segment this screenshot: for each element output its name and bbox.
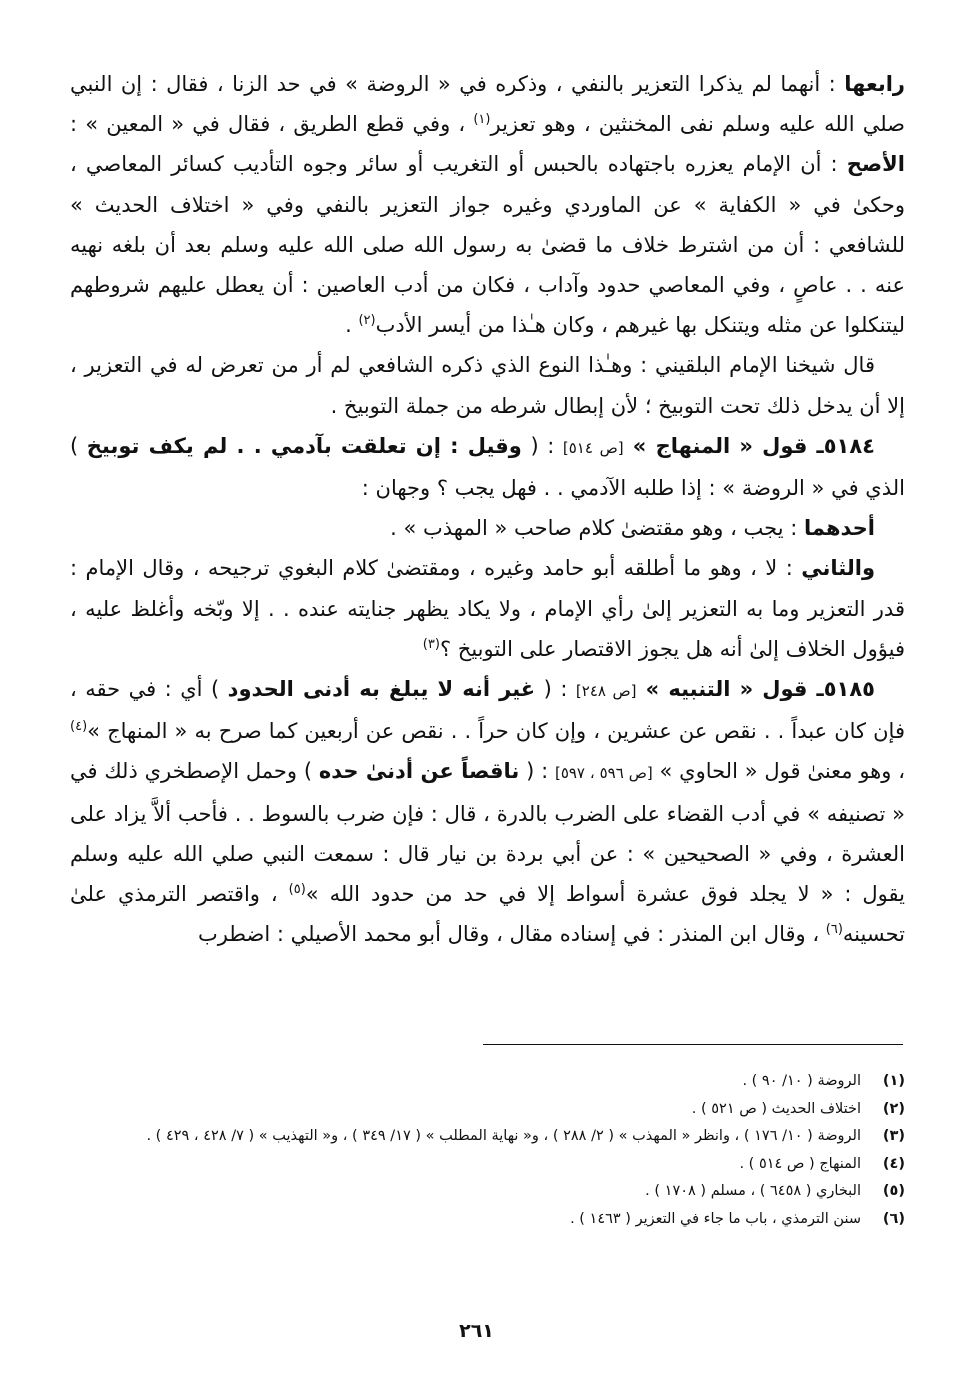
footnote-ref: (٢) [358,313,376,329]
paragraph-bulqini [70,345,905,425]
quoted-text: ناقصاً عن أدنىٰ حده [318,759,520,784]
footnote-text: سنن الترمذي ، باب ما جاء في التعزير ( ١٤٦٣ ) . [570,1210,861,1227]
footnote-number: (٦) [882,1210,905,1227]
page-number: ٢٦١ [459,1320,494,1342]
footnote-ref: (٤) [70,719,88,735]
main-text [70,64,905,954]
quoted-text: غير أنه لا يبلغ به أدنى الحدود [227,677,536,702]
issue-number: ٥١٨٥ـ [816,677,875,702]
paragraph-ahaduhuma [70,508,905,548]
text-run: ، وهو معنىٰ قول « الحاوي » [652,759,905,784]
footnote-ref: (١) [473,112,491,128]
text-run: ، وقال ابن المنذر : في إسناده مقال ، وقال أبو محمد الأصيلي : اضطرب [197,922,826,947]
quoted-text: وقيل : إن تعلقت بآدمي . . لم يكف توبيخ [86,433,522,458]
paragraph-rabiuha [70,64,905,345]
text-run: ) وحمل الإصطخري ذلك في « تصنيفه » في أدب القضاء على الضرب بالدرة ، قال : فإن ضرب بالسوط . . فأحب ألاَّ يزاد على العشرة ، وفي « الصحيحين » : عن أبي بردة بن نيار قال : سمعت النبي صلي الله عليه وسلم يقول : « لا يجلد فوق عشرة أسواط إلا في حد من حدود الله » [70,759,905,907]
text-run: قول « المنهاج » [623,433,817,458]
text-run: ، وفي قطع الطريق ، فقال في « المعين » : [70,112,474,137]
footnote-ref: (٣) [422,636,440,652]
footnote [70,1178,905,1206]
lead-word: رابعها [844,72,905,96]
text-run: قال شيخنا الإمام البلقيني : وهـٰذا النوع الذي ذكره الشافعي لم أر من تعرض له في التعزير ، إلا أن يدخل ذلك تحت التوبيخ ؛ لأن إبطال شرطه من جملة التوبيخ . [70,353,905,418]
text-run: : ( [521,433,563,458]
paragraph-5185 [70,669,905,954]
issue-number: ٥١٨٤ـ [816,433,876,458]
page-reference: [ص ٢٤٨] [575,682,637,701]
text-run: ) الذي في « الروضة » : إذا طلبه الآدمي . . فهل يجب ؟ وجهان : [70,433,905,501]
text-run: : ( [535,677,576,702]
footnote [70,1123,905,1151]
footnote-number: (٢) [882,1100,905,1117]
text-run: قول « التنبيه » [636,677,817,702]
footnotes [70,1068,905,1233]
text-run: ، واقتصر الترمذي علىٰ تحسينه [70,882,905,947]
lead-word: الأصح [846,152,905,177]
footnote-ref: (٦) [825,922,843,938]
footnote [70,1068,905,1096]
page-reference: [ص ٥١٤] [562,438,624,457]
footnote [70,1206,905,1234]
footnote-text: الروضة ( ١٠/ ٩٠ ) . [742,1073,861,1089]
text-run: . [345,313,359,338]
text-run: : يجب ، وهو مقتضىٰ كلام صاحب « المهذب » . [390,516,804,541]
lead-word: أحدهما [804,516,875,541]
footnote [70,1096,905,1124]
footnote-text: البخاري ( ٦٤٥٨ ) ، مسلم ( ١٧٠٨ ) . [645,1183,861,1199]
footnote-number: (٥) [882,1183,905,1199]
footnote-divider [483,1044,903,1045]
text-run: : أنهما لم يذكرا التعزير بالنفي ، وذكره في « الروضة » في حد الزنا ، فقال : إن النبي صلي الله عليه وسلم نفى المخنثين ، وهو تعزير [70,72,905,137]
paragraph-althani [70,548,905,669]
footnote-text: الروضة ( ١٠/ ١٧٦ ) ، وانظر « المهذب » ( ٢/ ٢٨٨ ) ، و« نهاية المطلب » ( ١٧/ ٣٤٩ ) ، و« التهذيب » ( ٧/ ٤٢٨ ، ٤٢٩ ) . [146,1128,861,1144]
text-run: : أن الإمام يعزره باجتهاده بالحبس أو التغريب أو سائر وجوه التأديب كسائر المعاصي ، وحكىٰ في « الكفاية » عن الماوردي وغيره جواز التعزير بالنفي وفي « اختلاف الحديث » للشافعي : أن من اشترط خلاف ما قضىٰ به رسول الله صلى الله عليه وسلم بعد أن بلغه نهيه عنه . . عاصٍ ، وفي المعاصي حدود وآداب ، فكان من أدب العاصين : أن يعطل عليهم شروطهم ليتنكلوا عن مثله ويتنكل بها غيرهم ، وكان هـٰذا من أيسر الأدب [70,152,905,338]
footnote-number: (١) [882,1073,905,1089]
lead-word: والثاني [801,556,875,581]
footnote-number: (٣) [882,1128,905,1144]
footnote-number: (٤) [882,1155,905,1172]
paragraph-5184 [70,426,905,508]
footnote [70,1151,905,1179]
text-run: : ( [519,759,555,784]
text-run: ) أي : في حقه ، فإن كان عبداً . . نقص عن عشرين ، وإن كان حراً . . نقص عن أربعين كما صرح به « المنهاج » [70,677,905,744]
footnote-text: المنهاج ( ص ٥١٤ ) . [739,1155,861,1172]
footnote-text: اختلاف الحديث ( ص ٥٢١ ) . [691,1100,861,1117]
footnote-ref: (٥) [288,882,306,898]
page-reference: [ص ٥٩٦ ، ٥٩٧] [554,764,653,783]
text-run: : لا ، وهو ما أطلقه أبو حامد وغيره ، ومقتضىٰ كلام البغوي ترجيحه ، وقال الإمام : قدر التعزير وما به التعزير إلىٰ رأي الإمام ، ولا يكاد يظهر جنايته عنده . . إلا وبّخه وأغلظ عليه ، فيؤول الخلاف إلىٰ أنه هل يجوز الاقتصار على التوبيخ ؟ [70,556,905,661]
page-body [70,64,905,954]
